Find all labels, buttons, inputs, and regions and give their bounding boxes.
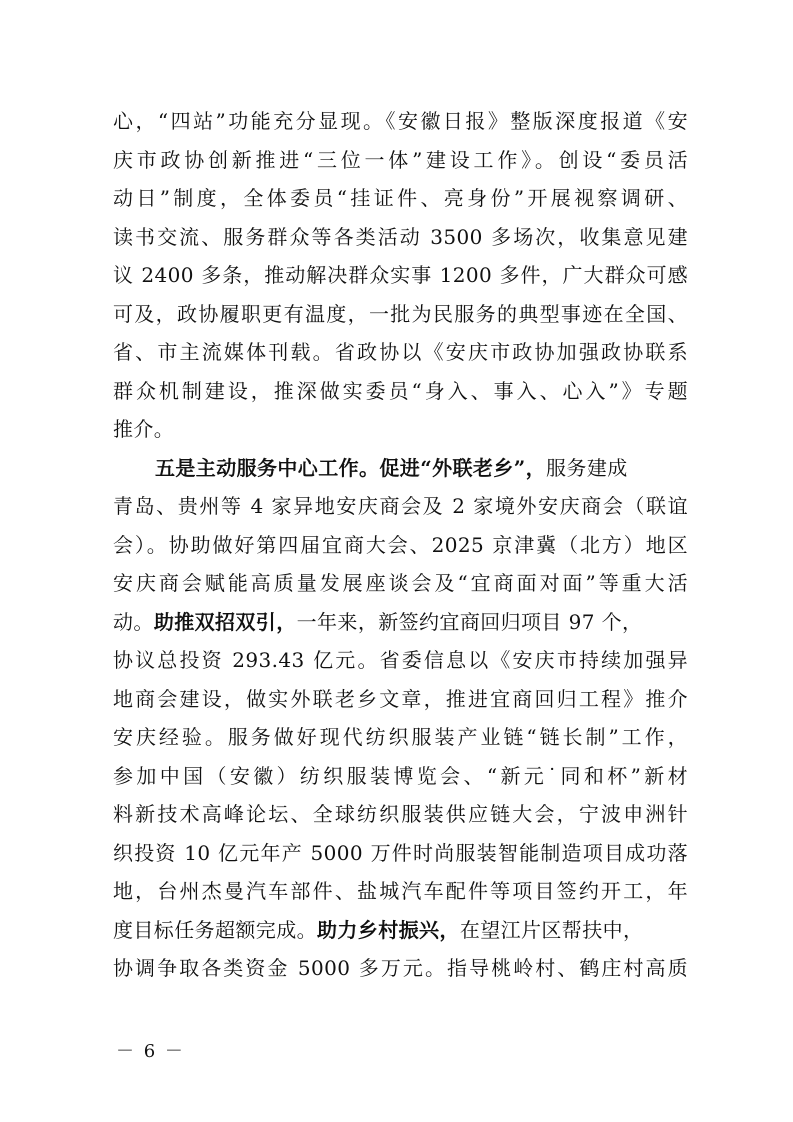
- paragraph-1-line: 读书交流、服务群众等各类活动 3500 多场次，收集意见建: [113, 224, 688, 249]
- paragraph-2-line: 安庆经验。服务做好现代纺织服装产业链“链长制”工作，: [113, 725, 688, 749]
- paragraph-2-text: 动。: [113, 609, 154, 634]
- paragraph-2-line: [113, 911, 688, 950]
- paragraph-1-line: 省、市主流媒体刊载。省政协以《安庆市政协加强政协联系: [113, 340, 688, 364]
- paragraph-2-line: 织投资 10 亿元年产 5000 万件时尚服装智能制造项目成功落: [113, 840, 688, 865]
- page-number: － 6 －: [116, 1041, 185, 1062]
- paragraph-1-line: 议 2400 多条，推动解决群众实事 1200 多件，广大群众可感: [113, 263, 688, 287]
- paragraph-1-line: 群众机制建设，推深做实委员“身入、事入、心入”》专题: [113, 378, 688, 403]
- paragraph-2-line: 安庆商会赋能高质量发展座谈会及“宜商面对面”等重大活: [113, 571, 688, 595]
- body-text: [113, 102, 688, 988]
- paragraph-2-line: 料新技术高峰论坛、全球纺织服装供应链大会，宁波申洲针: [113, 802, 688, 826]
- paragraph-2-line: 地商会建设，做实外联老乡文章，推进宜商回归工程》推介: [113, 686, 688, 711]
- paragraph-2-line: 会）。协助做好第四届宜商大会、2025 京津冀（北方）地区: [113, 532, 688, 557]
- paragraph-1-line: 心，“四站”功能充分显现。《安徽日报》整版深度报道《安: [113, 109, 688, 133]
- bold-subheading: 助推双招双引，: [153, 609, 297, 634]
- paragraph-2-text: 在望江片区帮扶中，: [459, 917, 644, 942]
- paragraph-2-text: 度目标任务超额完成。: [113, 917, 317, 942]
- paragraph-2-line: 参加中国（安徽）纺织服装博览会、“新元˙同和杯”新材: [113, 763, 688, 788]
- paragraph-1-line: 动日”制度，全体委员“挂证件、亮身份”开展视察调研、: [113, 186, 688, 210]
- bold-subheading: 助力乡村振兴，: [317, 917, 460, 942]
- paragraph-2-line: [113, 603, 688, 642]
- section-heading: 五是主动服务中心工作。促进“外联老乡”，: [155, 455, 547, 480]
- paragraph-2-text: 一年来，新签约宜商回归项目 97 个，: [296, 609, 643, 634]
- paragraph-2-line: [113, 449, 688, 488]
- paragraph-2-line: 协议总投资 293.43 亿元。省委信息以《安庆市持续加强异: [113, 648, 688, 672]
- paragraph-1-line: 推介。: [113, 417, 175, 441]
- paragraph-2-text: 服务建成: [546, 455, 628, 480]
- paragraph-2-line: 协调争取各类资金 5000 多万元。指导桃岭村、鹤庄村高质: [113, 956, 688, 980]
- paragraph-1-line: 可及，政协履职更有温度，一批为民服务的典型事迹在全国、: [113, 301, 688, 326]
- paragraph-2-line: 地，台州杰曼汽车部件、盐城汽车配件等项目签约开工，年: [113, 879, 688, 903]
- paragraph-1-line: 庆市政协创新推进“三位一体”建设工作》。创设“委员活: [113, 147, 688, 172]
- paragraph-2-line: 青岛、贵州等 4 家异地安庆商会及 2 家境外安庆商会（联谊: [113, 494, 688, 518]
